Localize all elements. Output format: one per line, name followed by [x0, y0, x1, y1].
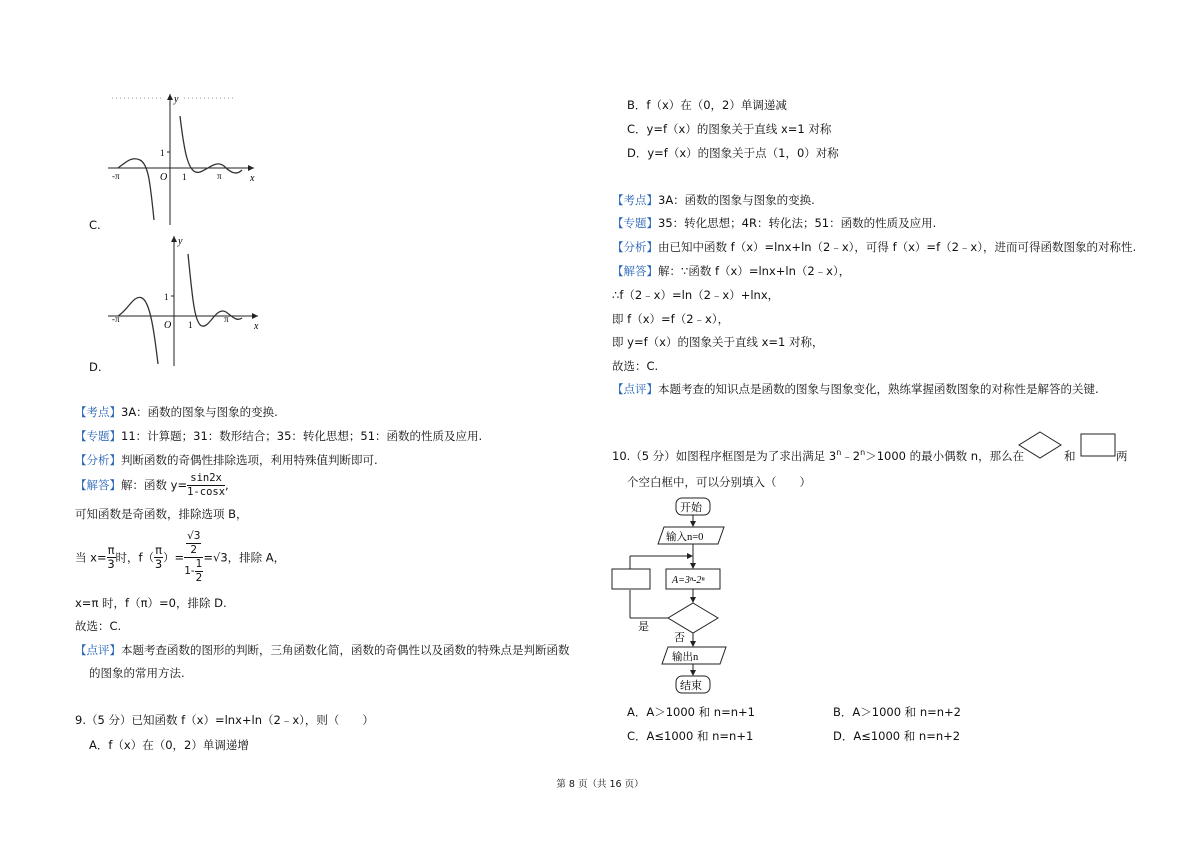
- sup-n2: n: [860, 448, 866, 458]
- flow-input: 输入n=0: [666, 532, 704, 543]
- question-10-option-a: A．A＞1000 和 n=n+1: [627, 705, 755, 719]
- fenxi-right: [612, 239, 1136, 255]
- question-9-stem: 9.（5 分）已知函数 f（x）=lnx+ln（2﹣x），则（ ）: [75, 713, 374, 727]
- q10-post: ＞1000 的最小偶数 n，那么在: [865, 449, 1025, 463]
- kaodian-text: 3A：函数的图象与图象的变换.: [121, 405, 278, 419]
- solution-line-4: 故选：C.: [612, 359, 659, 373]
- fraction-denominator: 1-cosx: [187, 486, 226, 498]
- fenxi-tag: 【分析】: [612, 240, 658, 254]
- blank-rect-icon: [1080, 433, 1116, 457]
- origin-label: O: [164, 320, 172, 331]
- question-9-option-b: B．f（x）在（0，2）单调递减: [627, 98, 787, 112]
- jieda-text: 解：函数 y=: [121, 478, 188, 492]
- flowchart: [608, 494, 748, 700]
- half-den: 2: [195, 572, 203, 584]
- flow-start: 开始: [680, 502, 702, 514]
- three-den-2: 3: [154, 557, 163, 571]
- flow-no: 否: [674, 632, 685, 644]
- y-axis-label: y: [178, 236, 183, 247]
- when-pre: 当 x=: [75, 550, 107, 565]
- when-close: ）=: [163, 550, 185, 565]
- sup-n1: n: [836, 448, 842, 458]
- pi-over-3-arg: [154, 544, 163, 571]
- x-axis-label: x: [250, 173, 255, 184]
- blank-diamond-icon: [1018, 431, 1062, 459]
- dianping-tag: 【点评】: [612, 382, 658, 396]
- half-num: 1: [195, 558, 203, 570]
- solution-line-3: 即 y=f（x）的图象关于直线 x=1 对称，: [612, 335, 824, 349]
- y-axis-label: y: [174, 94, 179, 105]
- q10-two: 两: [1116, 449, 1128, 463]
- big-fraction: [184, 530, 203, 585]
- dianping-text: 本题考查的知识点是函数的图象与图象变化，熟练掌握函数图象的对称性是解答的关键.: [658, 382, 1099, 396]
- line-xpi: x=π 时，f（π）=0，排除 D.: [75, 596, 227, 610]
- jieda-tag: 【解答】: [75, 478, 121, 492]
- question-10-option-c: C．A≤1000 和 n=n+1: [627, 729, 754, 743]
- solution-line-2: 即 f（x）=f（2﹣x），: [612, 312, 730, 326]
- fraction-numerator: sin2x: [187, 472, 225, 486]
- flow-assign: A=3ⁿ-2ⁿ: [672, 575, 705, 586]
- fenxi-tag: 【分析】: [75, 453, 121, 467]
- fenxi-text: 由已知中函数 f（x）=lnx+ln（2﹣x），可得 f（x）=f（2﹣x），进而可得函数图象的对称性.: [658, 240, 1137, 254]
- dianping-left-line2: 的图象的常用方法.: [89, 666, 185, 680]
- zhuanti-left: [75, 428, 482, 444]
- question-10-line2: 个空白框中，可以分别填入（ ）: [627, 475, 811, 489]
- jieda-text: 解：∵函数 f（x）=lnx+ln（2﹣x），: [658, 264, 851, 278]
- zhuanti-tag: 【专题】: [75, 429, 121, 443]
- tick-one-x: 1: [188, 320, 193, 330]
- kaodian-text: 3A：函数的图象与图象的变换.: [658, 193, 815, 207]
- q10-and: 和: [1064, 449, 1076, 463]
- kaodian-tag: 【考点】: [612, 193, 658, 207]
- graph-c: [104, 90, 264, 230]
- zhuanti-text: 35：转化思想；4R：转化法；51：函数的性质及应用.: [658, 216, 937, 230]
- tick-pi: π: [217, 171, 222, 181]
- line-when: [75, 530, 285, 588]
- page-footer: 第 8 页（共 16 页）: [556, 779, 644, 790]
- kaodian-tag: 【考点】: [75, 405, 121, 419]
- flow-output: 输出n: [672, 652, 699, 663]
- big-den: [184, 558, 203, 585]
- tick-one-y: 1: [160, 148, 165, 158]
- fenxi-left: [75, 452, 378, 468]
- fenxi-text: 判断函数的奇偶性排除选项，利用特殊值判断即可.: [121, 453, 378, 467]
- jieda-tag: 【解答】: [612, 264, 658, 278]
- line-choose-left: 故选：C.: [75, 619, 122, 633]
- jieda-after: ,: [225, 478, 229, 492]
- origin-label: O: [160, 172, 168, 183]
- tick-one-x: 1: [182, 172, 187, 182]
- when-result: =√3，排除 A，: [203, 550, 286, 565]
- tick-neg-pi: -π: [112, 314, 120, 324]
- dianping-tag: 【点评】: [75, 643, 121, 657]
- zhuanti-tag: 【专题】: [612, 216, 658, 230]
- sqrt3-over-2: [186, 530, 201, 557]
- three-den: 3: [107, 557, 115, 571]
- question-9-option-a: A．f（x）在（0，2）单调递增: [89, 738, 249, 752]
- line-odd: 可知函数是奇函数，排除选项 B，: [75, 507, 248, 521]
- question-9-option-c: C．y=f（x）的图象关于直线 x=1 对称: [627, 122, 832, 136]
- graph-d: [104, 232, 264, 370]
- jieda-right: [612, 263, 850, 279]
- option-d-label: D.: [89, 360, 102, 374]
- tick-neg-pi: -π: [112, 171, 120, 181]
- pi-num: π: [107, 543, 115, 557]
- big-num: [184, 530, 203, 558]
- option-c-label: C.: [89, 218, 101, 232]
- zhuanti-right: [612, 215, 936, 231]
- question-9-option-d: D．y=f（x）的图象关于点（1，0）对称: [627, 146, 839, 160]
- kaodian-left: [75, 404, 278, 420]
- dianping-right: [612, 381, 1099, 397]
- when-mid: 时，f（: [115, 550, 155, 565]
- dianping-text1: 本题考查函数的图形的判断，三角函数化简，函数的奇偶性以及函数的特殊点是判断函数: [121, 643, 570, 657]
- tick-pi: π: [224, 314, 229, 324]
- dianping-left: [75, 642, 570, 658]
- one-minus: 1-: [184, 565, 195, 577]
- zhuanti-text: 11：计算题；31：数形结合；35：转化思想；51：函数的性质及应用.: [121, 429, 483, 443]
- solution-line-1: ∴f（2﹣x）=ln（2﹣x）+lnx，: [612, 288, 780, 302]
- q10-pre: 10.（5 分）如图程序框图是为了求出满足 3: [612, 449, 837, 463]
- kaodian-right: [612, 192, 815, 208]
- pi-num-2: π: [155, 543, 163, 557]
- question-10-option-b: B．A＞1000 和 n=n+2: [833, 705, 961, 719]
- q10-mid: ﹣2: [841, 449, 861, 463]
- jieda-left: [75, 472, 229, 499]
- question-10-stem: [612, 448, 1024, 464]
- pi-over-3: [107, 544, 116, 571]
- tick-one-y: 1: [164, 292, 169, 302]
- flow-end: 结束: [680, 680, 702, 692]
- question-10-option-d: D．A≤1000 和 n=n+2: [833, 729, 961, 743]
- sqrt3: √3: [187, 530, 201, 542]
- x-axis-label: x: [254, 321, 259, 332]
- flow-yes: 是: [638, 621, 649, 633]
- two: 2: [190, 544, 198, 556]
- fraction: [187, 472, 225, 499]
